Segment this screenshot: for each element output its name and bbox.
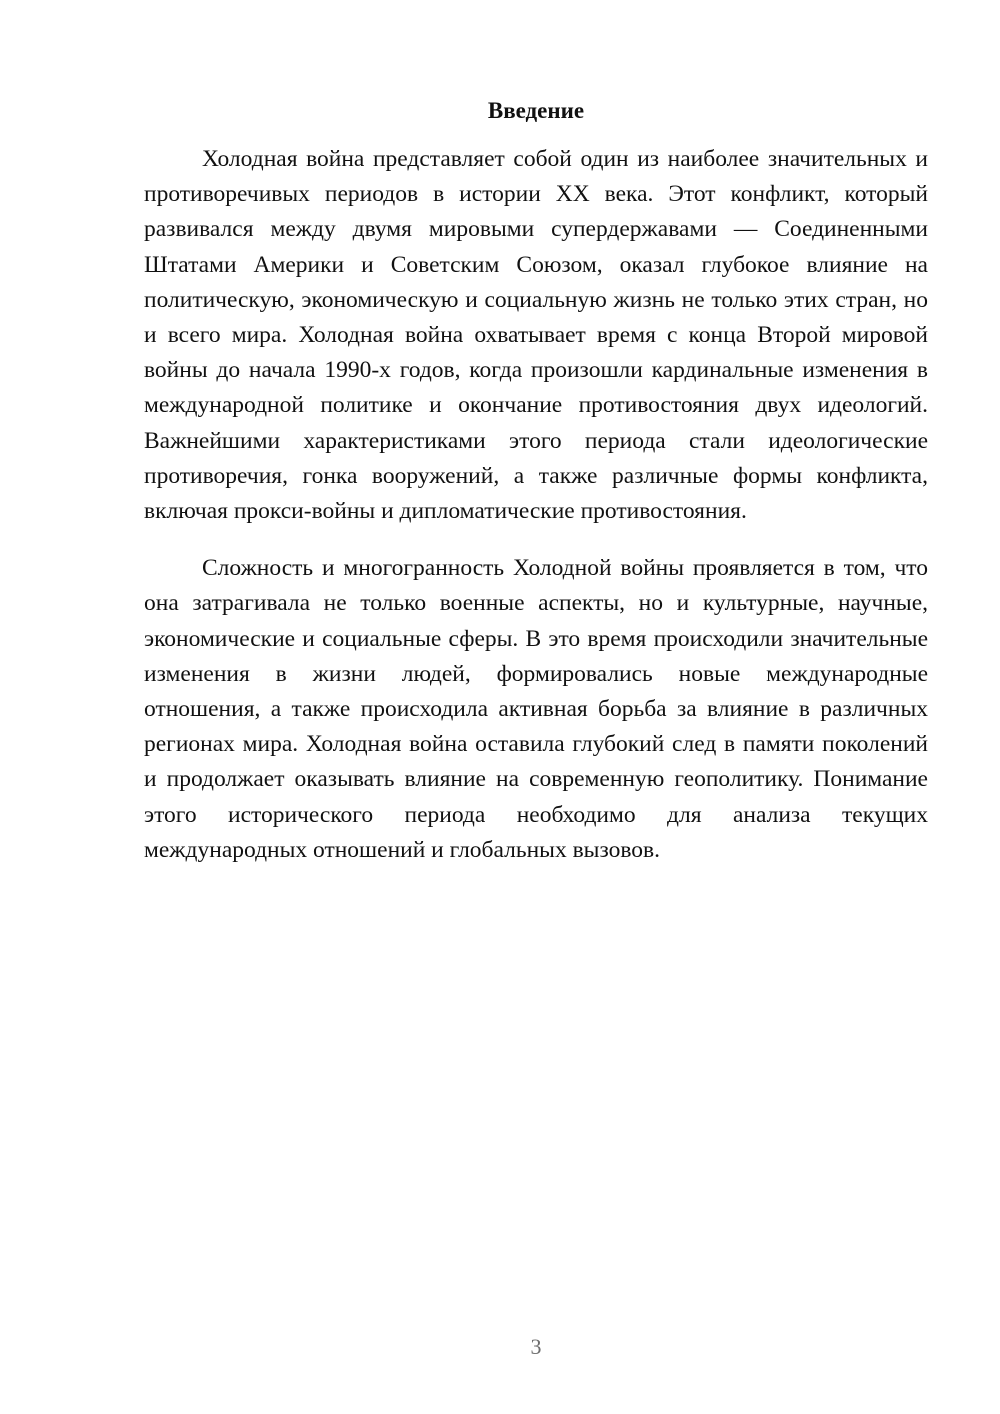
paragraph-1: Холодная война представляет собой один из наиболее значительных и противоречивых периодов в истории XX века. Этот конфликт, который развивался между двумя мировыми супердержавами — Соединенными Штатами Америки и Советским Союзом, оказал глубокое влияние на политическую, экономическую и социальную жизнь не только этих стран, но и всего мира. Холодная война охватывает время с конца Второй мировой войны до начала 1990-х годов, когда произошли кардинальные изменения в международной политике и окончание противостояния двух идеологий. Важнейшими характеристиками этого периода стали идеологические противоречия, гонка вооружений, а также различные формы конфликта, включая прокси-войны и дипломатические противостояния.: [144, 146, 928, 525]
paragraph-2: Сложность и многогранность Холодной войны проявляется в том, что она затрагивала не только военные аспекты, но и культурные, научные, экономические и социальные сферы. В это время происходили значительные изменения в жизни людей, формировались новые международные отношения, а также происходила активная борьба за влияние в различных регионах мира. Холодная война оставила глубокий след в памяти поколений и продолжает оказывать влияние на современную геополитику. Понимание этого исторического периода необходимо для анализа текущих международных отношений и глобальных вызовов.: [144, 555, 928, 863]
page-number: 3: [530, 1334, 542, 1359]
document-body: [144, 94, 928, 868]
section-heading: Введение: [487, 98, 585, 123]
